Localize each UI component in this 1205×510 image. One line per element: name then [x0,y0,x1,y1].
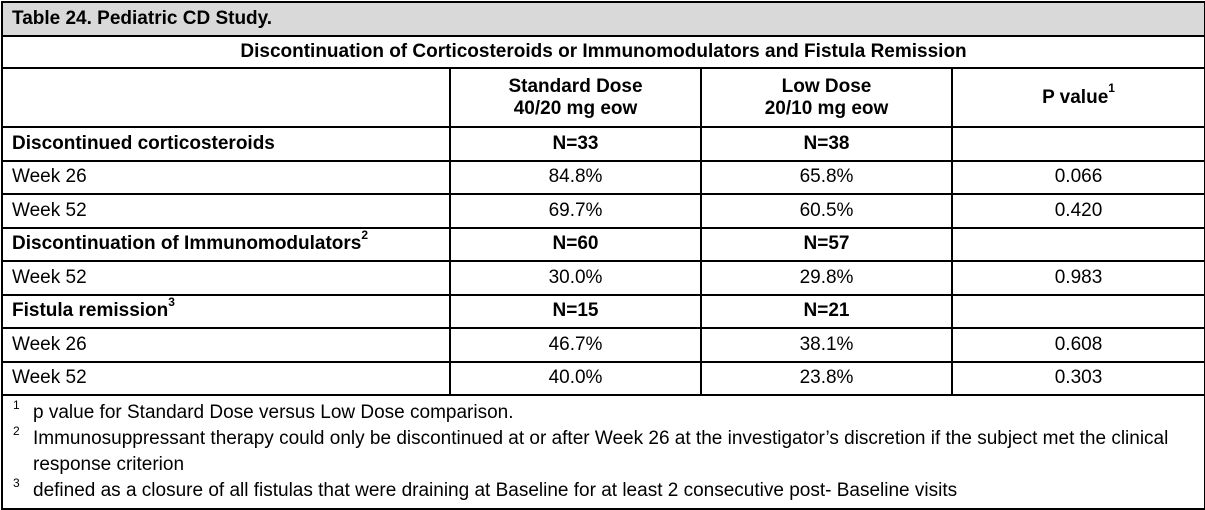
row-label: Week 52 [2,194,450,228]
row-low-value: N=38 [701,127,952,161]
row-standard-value: N=60 [450,228,701,262]
table-subtitle: Discontinuation of Corticosteroids or Immunomodulators and Fistula Remission [2,36,1205,68]
row-p-value [952,295,1205,329]
row-low-value: N=21 [701,295,952,329]
header-empty-cell [2,68,450,127]
footnote-mark: 1 [13,398,20,412]
row-label: Discontinued corticosteroids [2,127,450,161]
table-row [2,261,1205,295]
header-standard-dose-line1: Standard Dose [508,75,643,97]
row-p-value: 0.066 [952,161,1205,195]
header-p-value-label: P value [1042,86,1109,108]
table-row [2,161,1205,195]
table-row [2,295,1205,329]
table-row [2,228,1205,262]
header-p-value [952,68,1205,127]
row-low-value: 60.5% [701,194,952,228]
table-row [2,127,1205,161]
row-footnote-mark: 2 [361,227,369,242]
row-label: Week 26 [2,161,450,195]
footnote-mark: 3 [13,476,20,490]
footnote-1 [11,400,1196,426]
footnote-2 [11,426,1196,478]
pediatric-cd-table [1,1,1205,510]
row-label: Week 26 [2,328,450,362]
header-low-dose-line2: 20/10 mg eow [764,97,889,119]
row-standard-value: N=15 [450,295,701,329]
row-p-value: 0.420 [952,194,1205,228]
row-low-value: 65.8% [701,161,952,195]
row-label: Fistula remission$^3$ [2,295,450,329]
row-label: Discontinuation of Immunomodulators$^2$ [2,228,450,262]
header-low-dose-line1: Low Dose [781,75,872,97]
table-row [2,362,1205,396]
footnote-text: Immunosuppressant therapy could only be discontinued at or after Week 26 at the investigator’s discretion if the subject met the clinical response criterion [33,428,1169,475]
footnote-text: defined as a closure of all fistulas that were draining at Baseline for at least 2 consecutive post- Baseline visits [33,480,958,501]
header-low-dose [701,68,952,127]
row-low-value: 29.8% [701,261,952,295]
row-p-value: 0.983 [952,261,1205,295]
row-label: Week 52 [2,261,450,295]
row-low-value: 23.8% [701,362,952,396]
row-p-value [952,127,1205,161]
row-low-value: 38.1% [701,328,952,362]
row-standard-value: 40.0% [450,362,701,396]
row-p-value: 0.303 [952,362,1205,396]
row-p-value [952,228,1205,262]
row-standard-value: 69.7% [450,194,701,228]
row-footnote-mark: 3 [168,294,175,309]
table-row [2,328,1205,362]
row-low-value: N=57 [701,228,952,262]
table-row [2,194,1205,228]
row-standard-value: 30.0% [450,261,701,295]
row-standard-value: 84.8% [450,161,701,195]
row-standard-value: 46.7% [450,328,701,362]
row-label: Week 52 [2,362,450,396]
header-standard-dose-line2: 40/20 mg eow [513,97,638,119]
header-standard-dose [450,68,701,127]
footnotes [2,395,1205,509]
footnote-3 [11,478,1196,504]
row-standard-value: N=33 [450,127,701,161]
row-p-value: 0.608 [952,328,1205,362]
footnote-text: p value for Standard Dose versus Low Dose comparison. [33,402,514,423]
header-p-value-footnote-mark: 1 [1108,81,1115,96]
table-title: Table 24. Pediatric CD Study. [2,2,1205,36]
footnote-mark: 2 [13,424,20,438]
